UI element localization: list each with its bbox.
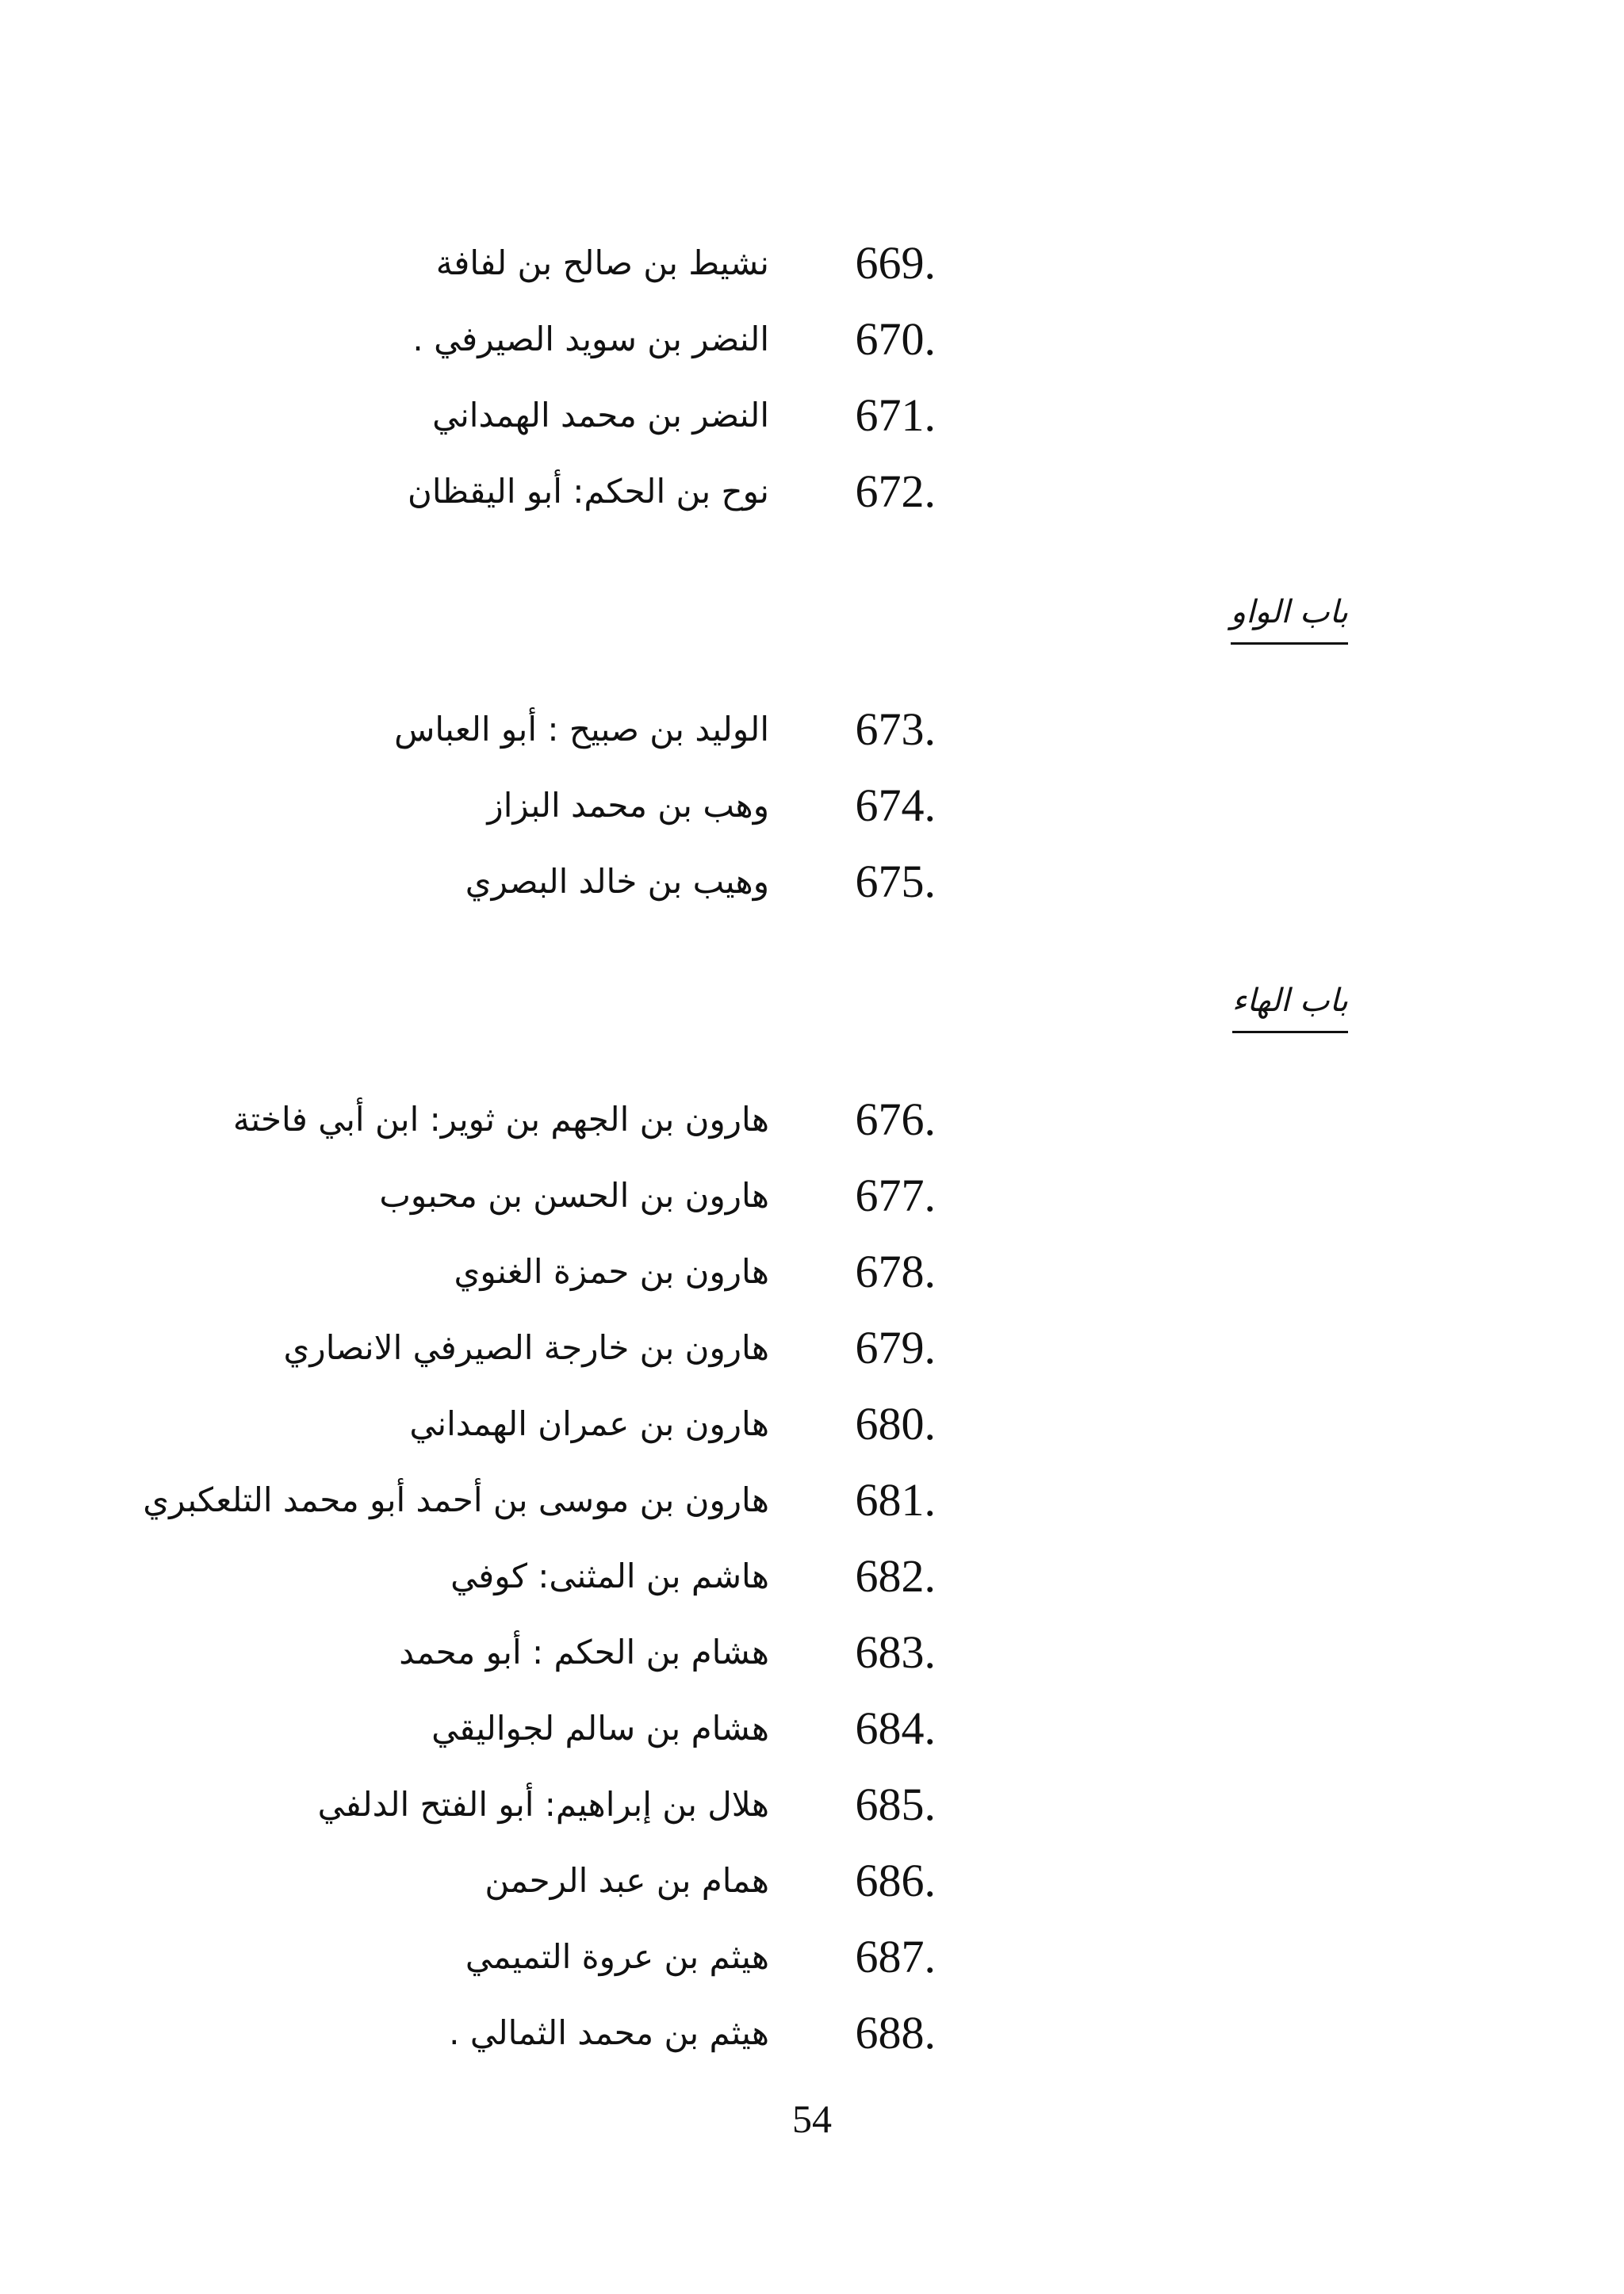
entry-number: 673. — [855, 703, 936, 755]
list-item — [0, 460, 1269, 523]
section-heading-ha: باب الهاء — [1232, 977, 1348, 1033]
list-item — [0, 1925, 1269, 1989]
list-item — [0, 384, 1269, 447]
entry-name: النضر بن محمد الهمداني — [432, 396, 769, 435]
entry-number: 670. — [855, 313, 936, 365]
entry-number: 677. — [855, 1170, 936, 1221]
entry-name: هارون بن خارجة الصيرفي الانصاري — [283, 1328, 769, 1367]
entry-name: هيثم بن عروة التميمي — [465, 1937, 769, 1976]
entry-number: 672. — [855, 465, 936, 517]
entry-name: هشام بن الحكم : أبو محمد — [399, 1633, 769, 1672]
list-item — [0, 1469, 1269, 1532]
list-item — [0, 1773, 1269, 1836]
entry-name: هارون بن عمران الهمداني — [409, 1404, 769, 1443]
entry-number: 674. — [855, 779, 936, 831]
entry-name: هيثم بن محمد الثمالي . — [449, 2013, 769, 2052]
entry-name: نوح بن الحكم: أبو اليقظان — [408, 472, 769, 511]
entry-name: وهب بن محمد البزاز — [487, 786, 769, 825]
entry-number: 669. — [855, 237, 936, 289]
list-item — [0, 308, 1269, 371]
list-item — [0, 2001, 1269, 2065]
section-heading-waw: باب الواو — [1231, 588, 1348, 645]
entry-number: 671. — [855, 389, 936, 441]
entry-number: 682. — [855, 1550, 936, 1602]
list-item — [0, 1392, 1269, 1456]
entry-number: 676. — [855, 1093, 936, 1145]
entry-name: هارون بن الحسن بن محبوب — [379, 1176, 769, 1215]
list-item — [0, 1545, 1269, 1608]
list-item — [0, 1240, 1269, 1304]
entry-number: 686. — [855, 1855, 936, 1906]
entry-name: هارون بن حمزة الغنوي — [454, 1252, 769, 1291]
list-item — [0, 1697, 1269, 1760]
list-item — [0, 698, 1269, 761]
entry-number: 681. — [855, 1474, 936, 1526]
entry-number: 680. — [855, 1398, 936, 1450]
entry-name: هارون بن الجهم بن ثوير: ابن أبي فاختة — [232, 1100, 769, 1139]
entry-name: هاشم بن المثنى: كوفي — [450, 1557, 769, 1595]
entry-name: وهيب بن خالد البصري — [465, 862, 769, 901]
entry-number: 678. — [855, 1246, 936, 1297]
list-item — [0, 850, 1269, 913]
list-item — [0, 232, 1269, 295]
entry-number: 687. — [855, 1931, 936, 1982]
entry-number: 684. — [855, 1702, 936, 1754]
list-item — [0, 1849, 1269, 1913]
list-item — [0, 1621, 1269, 1684]
list-item — [0, 1164, 1269, 1227]
entry-name: نشيط بن صالح بن لفافة — [435, 243, 769, 282]
entry-name: الوليد بن صبيح : أبو العباس — [394, 710, 769, 749]
entry-number: 683. — [855, 1626, 936, 1678]
entry-number: 685. — [855, 1779, 936, 1830]
entry-name: هارون بن موسى بن أحمد أبو محمد التلعكبري — [143, 1480, 769, 1519]
entry-number: 688. — [855, 2007, 936, 2058]
list-item — [0, 1088, 1269, 1151]
list-item — [0, 774, 1269, 837]
entry-number: 675. — [855, 856, 936, 907]
list-item — [0, 1316, 1269, 1380]
entry-number: 679. — [855, 1322, 936, 1373]
entry-name: هلال بن إبراهيم: أبو الفتح الدلفي — [317, 1785, 769, 1824]
page-number: 54 — [792, 2097, 832, 2141]
entry-name: هشام بن سالم لجواليقي — [431, 1709, 769, 1748]
entry-name: همام بن عبد الرحمن — [485, 1861, 769, 1900]
entry-name: النضر بن سويد الصيرفي . — [412, 320, 769, 358]
